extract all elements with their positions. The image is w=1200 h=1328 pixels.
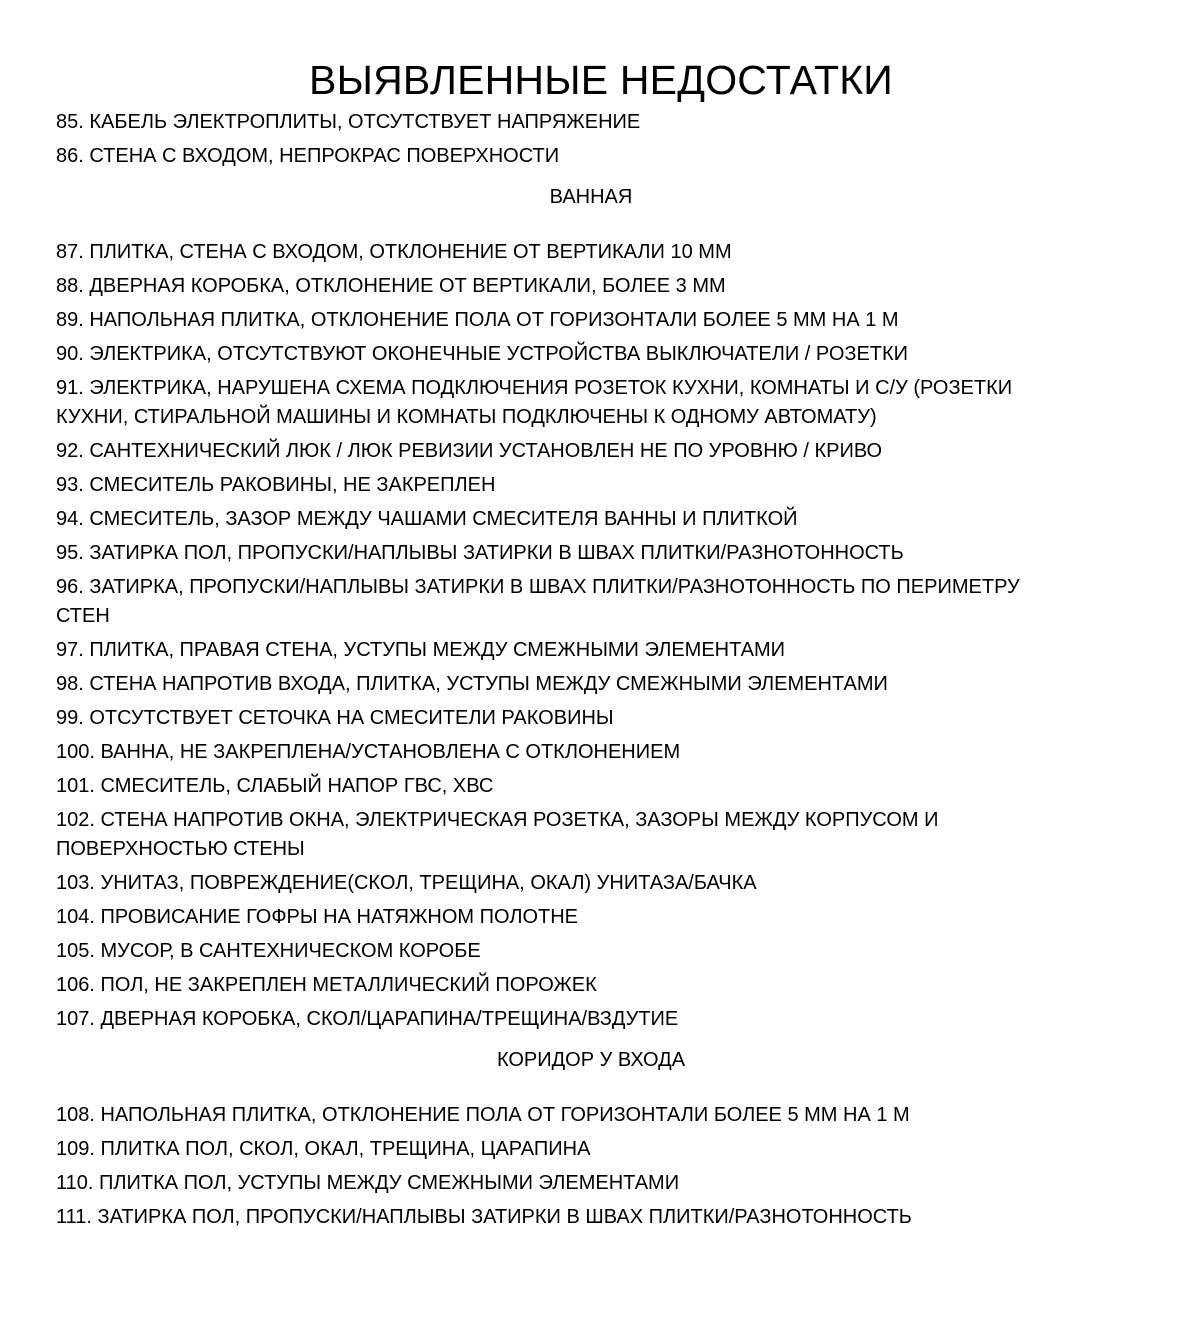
list-item: 103. УНИТАЗ, ПОВРЕЖДЕНИЕ(СКОЛ, ТРЕЩИНА, ОКАЛ) УНИТАЗА/БАЧКА: [56, 872, 757, 894]
list-item: 107. ДВЕРНАЯ КОРОБКА, СКОЛ/ЦАРАПИНА/ТРЕЩИНА/ВЗДУТИЕ: [56, 1008, 679, 1030]
list-item: 94. СМЕСИТЕЛЬ, ЗАЗОР МЕЖДУ ЧАШАМИ СМЕСИТЕЛЯ ВАННЫ И ПЛИТКОЙ: [56, 508, 798, 530]
list-item: 111. ЗАТИРКА ПОЛ, ПРОПУСКИ/НАПЛЫВЫ ЗАТИРКИ В ШВАХ ПЛИТКИ/РАЗНОТОННОСТЬ: [56, 1206, 912, 1228]
section-heading-corridor: КОРИДОР У ВХОДА: [496, 1049, 686, 1071]
list-item: 109. ПЛИТКА ПОЛ, СКОЛ, ОКАЛ, ТРЕЩИНА, ЦАРАПИНА: [56, 1138, 591, 1160]
list-item: 104. ПРОВИСАНИЕ ГОФРЫ НА НАТЯЖНОМ ПОЛОТНЕ: [56, 906, 579, 928]
list-item: 101. СМЕСИТЕЛЬ, СЛАБЫЙ НАПОР ГВС, ХВС: [56, 775, 494, 797]
list-item: 99. ОТСУТСТВУЕТ СЕТОЧКА НА СМЕСИТЕЛИ РАКОВИНЫ: [56, 707, 614, 729]
list-item: 97. ПЛИТКА, ПРАВАЯ СТЕНА, УСТУПЫ МЕЖДУ СМЕЖНЫМИ ЭЛЕМЕНТАМИ: [56, 639, 786, 661]
list-item: 100. ВАННА, НЕ ЗАКРЕПЛЕНА/УСТАНОВЛЕНА С ОТКЛОНЕНИЕМ: [56, 741, 681, 763]
list-item: 85. КАБЕЛЬ ЭЛЕКТРОПЛИТЫ, ОТСУТСТВУЕТ НАПРЯЖЕНИЕ: [56, 111, 641, 133]
section-heading-bathroom: ВАННАЯ: [549, 186, 633, 208]
document-page: [56, 52, 1146, 1237]
defects-list-general: [56, 108, 1146, 171]
list-item: 90. ЭЛЕКТРИКА, ОТСУТСТВУЮТ ОКОНЕЧНЫЕ УСТРОЙСТВА ВЫКЛЮЧАТЕЛИ / РОЗЕТКИ: [56, 343, 909, 365]
defects-list-bathroom: [56, 238, 1146, 1034]
list-item: 88. ДВЕРНАЯ КОРОБКА, ОТКЛОНЕНИЕ ОТ ВЕРТИКАЛИ, БОЛЕЕ 3 ММ: [56, 275, 726, 297]
defects-list-corridor: [56, 1101, 1146, 1232]
list-item: 92. САНТЕХНИЧЕСКИЙ ЛЮК / ЛЮК РЕВИЗИИ УСТАНОВЛЕН НЕ ПО УРОВНЮ / КРИВО: [56, 440, 883, 462]
list-item: 98. СТЕНА НАПРОТИВ ВХОДА, ПЛИТКА, УСТУПЫ МЕЖДУ СМЕЖНЫМИ ЭЛЕМЕНТАМИ: [56, 673, 888, 695]
list-item: 95. ЗАТИРКА ПОЛ, ПРОПУСКИ/НАПЛЫВЫ ЗАТИРКИ В ШВАХ ПЛИТКИ/РАЗНОТОННОСТЬ: [56, 542, 904, 564]
page-title: ВЫЯВЛЕННЫЕ НЕДОСТАТКИ: [309, 57, 893, 103]
list-item: 89. НАПОЛЬНАЯ ПЛИТКА, ОТКЛОНЕНИЕ ПОЛА ОТ ГОРИЗОНТАЛИ БОЛЕЕ 5 ММ НА 1 М: [56, 309, 899, 331]
list-item: 87. ПЛИТКА, СТЕНА С ВХОДОМ, ОТКЛОНЕНИЕ ОТ ВЕРТИКАЛИ 10 ММ: [56, 241, 732, 263]
list-item: 93. СМЕСИТЕЛЬ РАКОВИНЫ, НЕ ЗАКРЕПЛЕН: [56, 474, 496, 496]
list-item: 106. ПОЛ, НЕ ЗАКРЕПЛЕН МЕТАЛЛИЧЕСКИЙ ПОРОЖЕК: [56, 974, 597, 996]
list-item: 110. ПЛИТКА ПОЛ, УСТУПЫ МЕЖДУ СМЕЖНЫМИ ЭЛЕМЕНТАМИ: [56, 1172, 680, 1194]
list-item: 105. МУСОР, В САНТЕХНИЧЕСКОМ КОРОБЕ: [56, 940, 481, 962]
list-item: 108. НАПОЛЬНАЯ ПЛИТКА, ОТКЛОНЕНИЕ ПОЛА ОТ ГОРИЗОНТАЛИ БОЛЕЕ 5 ММ НА 1 М: [56, 1104, 910, 1126]
list-item: 102. СТЕНА НАПРОТИВ ОКНА, ЭЛЕКТРИЧЕСКАЯ РОЗЕТКА, ЗАЗОРЫ МЕЖДУ КОРПУСОМ И ПОВЕРХНОСТЬЮ СТЕНЫ: [56, 809, 939, 860]
list-item: 91. ЭЛЕКТРИКА, НАРУШЕНА СХЕМА ПОДКЛЮЧЕНИЯ РОЗЕТОК КУХНИ, КОМНАТЫ И С/У (РОЗЕТКИ КУХНИ, СТИРАЛЬНОЙ МАШИНЫ И КОМНАТЫ ПОДКЛЮЧЕНЫ К ОДНОМУ АВТОМАТУ): [56, 377, 1013, 428]
list-item: 86. СТЕНА С ВХОДОМ, НЕПРОКРАС ПОВЕРХНОСТИ: [56, 145, 560, 167]
list-item: 96. ЗАТИРКА, ПРОПУСКИ/НАПЛЫВЫ ЗАТИРКИ В ШВАХ ПЛИТКИ/РАЗНОТОННОСТЬ ПО ПЕРИМЕТРУ СТЕН: [56, 576, 1020, 627]
